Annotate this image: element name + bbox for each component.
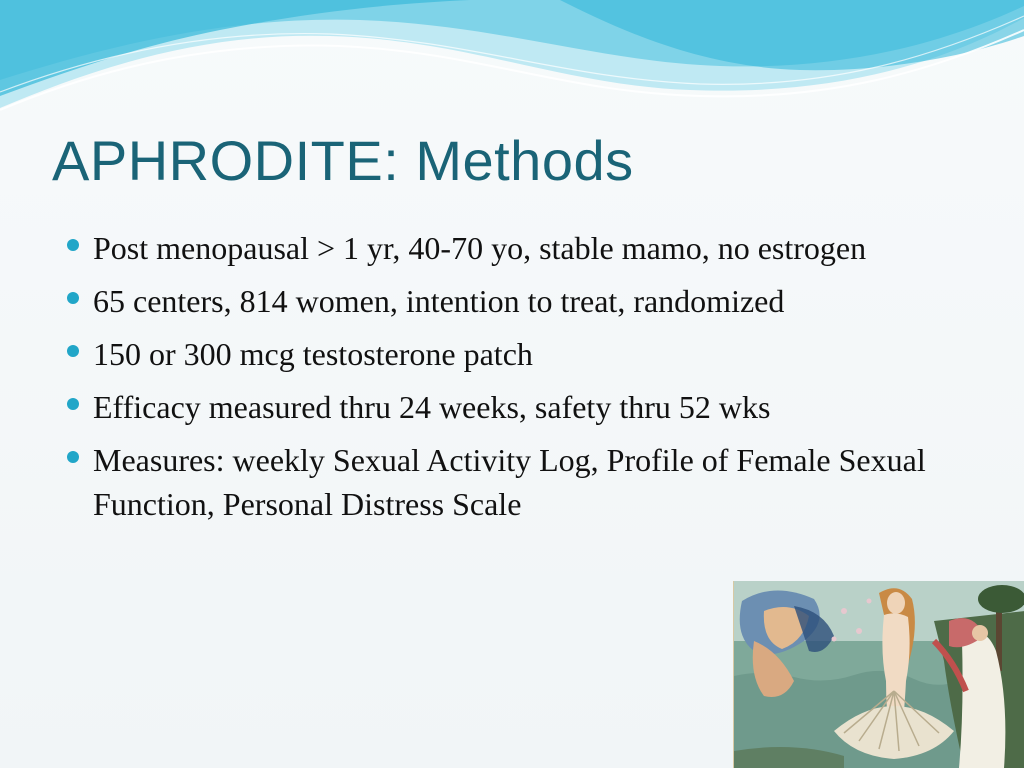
bullet-item xyxy=(64,438,964,526)
bullet-text: Post menopausal > 1 yr, 40-70 yo, stable mamo, no estrogen xyxy=(93,230,867,266)
bullet-item xyxy=(64,279,964,323)
bullet-text: 65 centers, 814 women, intention to treat, randomized xyxy=(93,283,785,319)
bullet-dot-icon xyxy=(67,451,79,463)
bullet-text: Efficacy measured thru 24 weeks, safety thru 52 wks xyxy=(93,389,771,425)
birth-of-venus-painting xyxy=(733,581,1024,768)
painting-birth-of-venus-icon xyxy=(734,581,1024,768)
bullet-dot-icon xyxy=(67,292,79,304)
bullet-item xyxy=(64,385,964,429)
bullet-dot-icon xyxy=(67,398,79,410)
bullet-list xyxy=(64,226,964,535)
bullet-dot-icon xyxy=(67,239,79,251)
bullet-text: 150 or 300 mcg testosterone patch xyxy=(93,336,533,372)
bullet-item xyxy=(64,332,964,376)
bullet-dot-icon xyxy=(67,345,79,357)
slide-title: APHRODITE: Methods xyxy=(52,129,634,192)
bullet-item xyxy=(64,226,964,270)
bullet-text: Measures: weekly Sexual Activity Log, Profile of Female Sexual Function, Personal Distress Scale xyxy=(93,442,926,522)
header-wave-decoration xyxy=(0,0,1024,120)
